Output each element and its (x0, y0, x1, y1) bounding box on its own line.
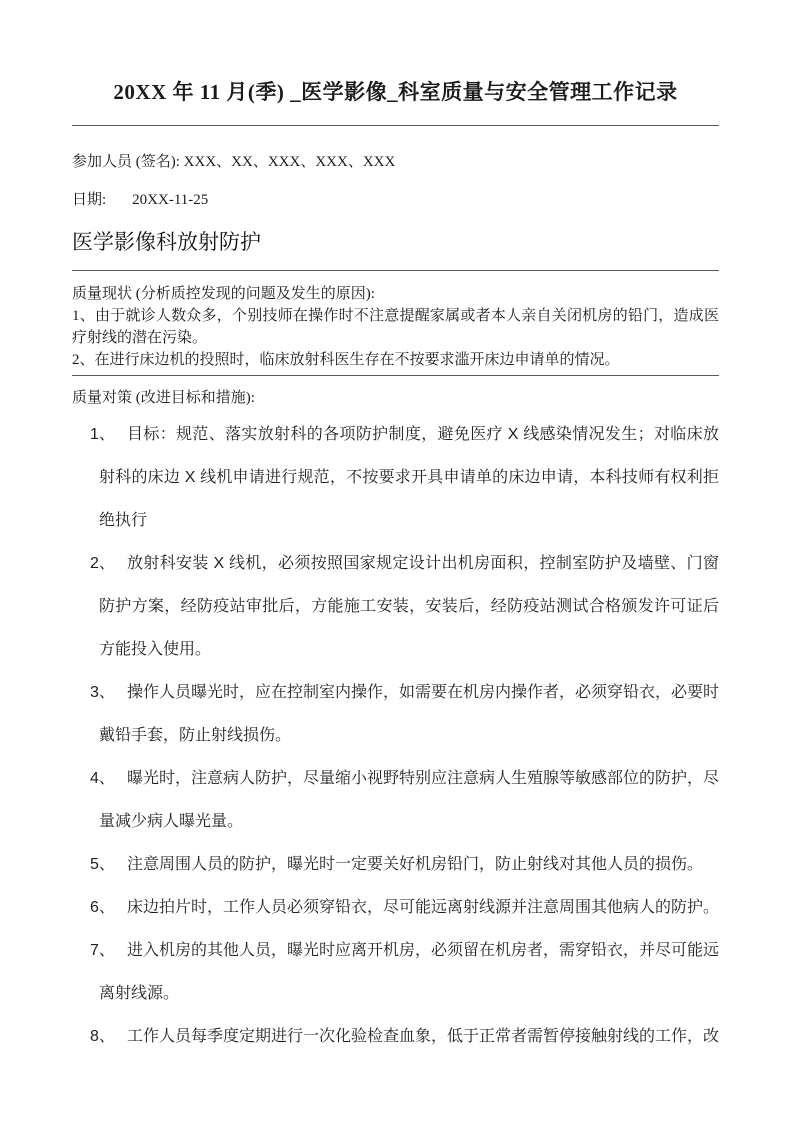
measure-item (90, 886, 720, 929)
measure-item (90, 413, 719, 542)
measure-item-text: 操作人员曝光时，应在控制室内操作，如需要在机房内操作者，必须穿铅衣，必要时戴铅手套，防止射线损伤。 (99, 684, 720, 744)
measures-list (72, 413, 719, 1058)
date-value: 20XX-11-25 (132, 192, 209, 208)
measure-item-number: 2、 (90, 555, 115, 572)
status-item: 2、在进行床边机的投照时，临床放射科医生存在不按要求滥开床边申请单的情况。 (72, 352, 620, 368)
measure-item (90, 1015, 720, 1058)
measure-item-text: 工作人员每季度定期进行一次化验检查血象，低于正常者需暂停接触射线的工作，改 (127, 1028, 720, 1045)
measure-item-text: 进入机房的其他人员，曝光时应离开机房，必须留在机房者，需穿铅衣，并尽可能远离射线源。 (99, 942, 720, 1002)
date-line (72, 190, 719, 210)
measure-item-number: 1、 (90, 426, 115, 443)
measure-item-text: 曝光时，注意病人防护，尽量缩小视野特别应注意病人生殖腺等敏感部位的防护，尽量减少病人曝光量。 (99, 770, 720, 830)
measure-item-number: 5、 (90, 856, 115, 873)
measure-item (90, 542, 719, 671)
section-divider-bottom (72, 375, 719, 376)
measure-item (90, 671, 720, 757)
measure-item-number: 3、 (90, 684, 115, 701)
measure-item (90, 757, 720, 843)
measure-item-text: 放射科安装 X 线机，必须按照国家规定设计出机房面积，控制室防护及墙壁、门窗防护方案，经防疫站审批后，方能施工安装，安装后，经防疫站测试合格颁发许可证后方能投入使用。 (99, 555, 719, 658)
measure-item-number: 8、 (90, 1028, 115, 1045)
participants-line: 参加人员 (签名): XXX、XX、XXX、XXX、XXX (72, 154, 396, 170)
measure-item-number: 4、 (90, 770, 115, 787)
measure-item-text: 注意周围人员的防护，曝光时一定要关好机房铅门，防止射线对其他人员的损伤。 (127, 856, 704, 873)
document-title: 20XX 年 11 月(季) _医学影像_科室质量与安全管理工作记录 (113, 80, 678, 104)
section-heading: 医学影像科放射防护 (72, 231, 261, 254)
status-item: 1、由于就诊人数众多，个别技师在操作时不注意提醒家属或者本人亲自关闭机房的铅门，造成医疗射线的潜在污染。 (72, 308, 719, 346)
quality-status-block (72, 283, 719, 371)
measure-item (90, 843, 719, 886)
measure-item-number: 6、 (90, 899, 115, 916)
measure-item-text: 床边拍片时，工作人员必须穿铅衣，尽可能远离射线源并注意周围其他病人的防护。 (127, 899, 720, 916)
section-divider-top (72, 270, 719, 271)
quality-measures-label: 质量对策 (改进目标和措施): (72, 390, 255, 406)
measure-item-number: 7、 (90, 942, 115, 959)
title-divider (72, 125, 719, 126)
date-label: 日期: (72, 192, 107, 208)
measure-item (90, 929, 720, 1015)
quality-status-label: 质量现状 (分析质控发现的问题及发生的原因): (72, 286, 375, 302)
measure-item-text: 目标：规范、落实放射科的各项防护制度，避免医疗 X 线感染情况发生；对临床放射科的床边 X 线机申请进行规范，不按要求开具申请单的床边申请，本科技师有权利拒绝执行 (99, 426, 719, 529)
